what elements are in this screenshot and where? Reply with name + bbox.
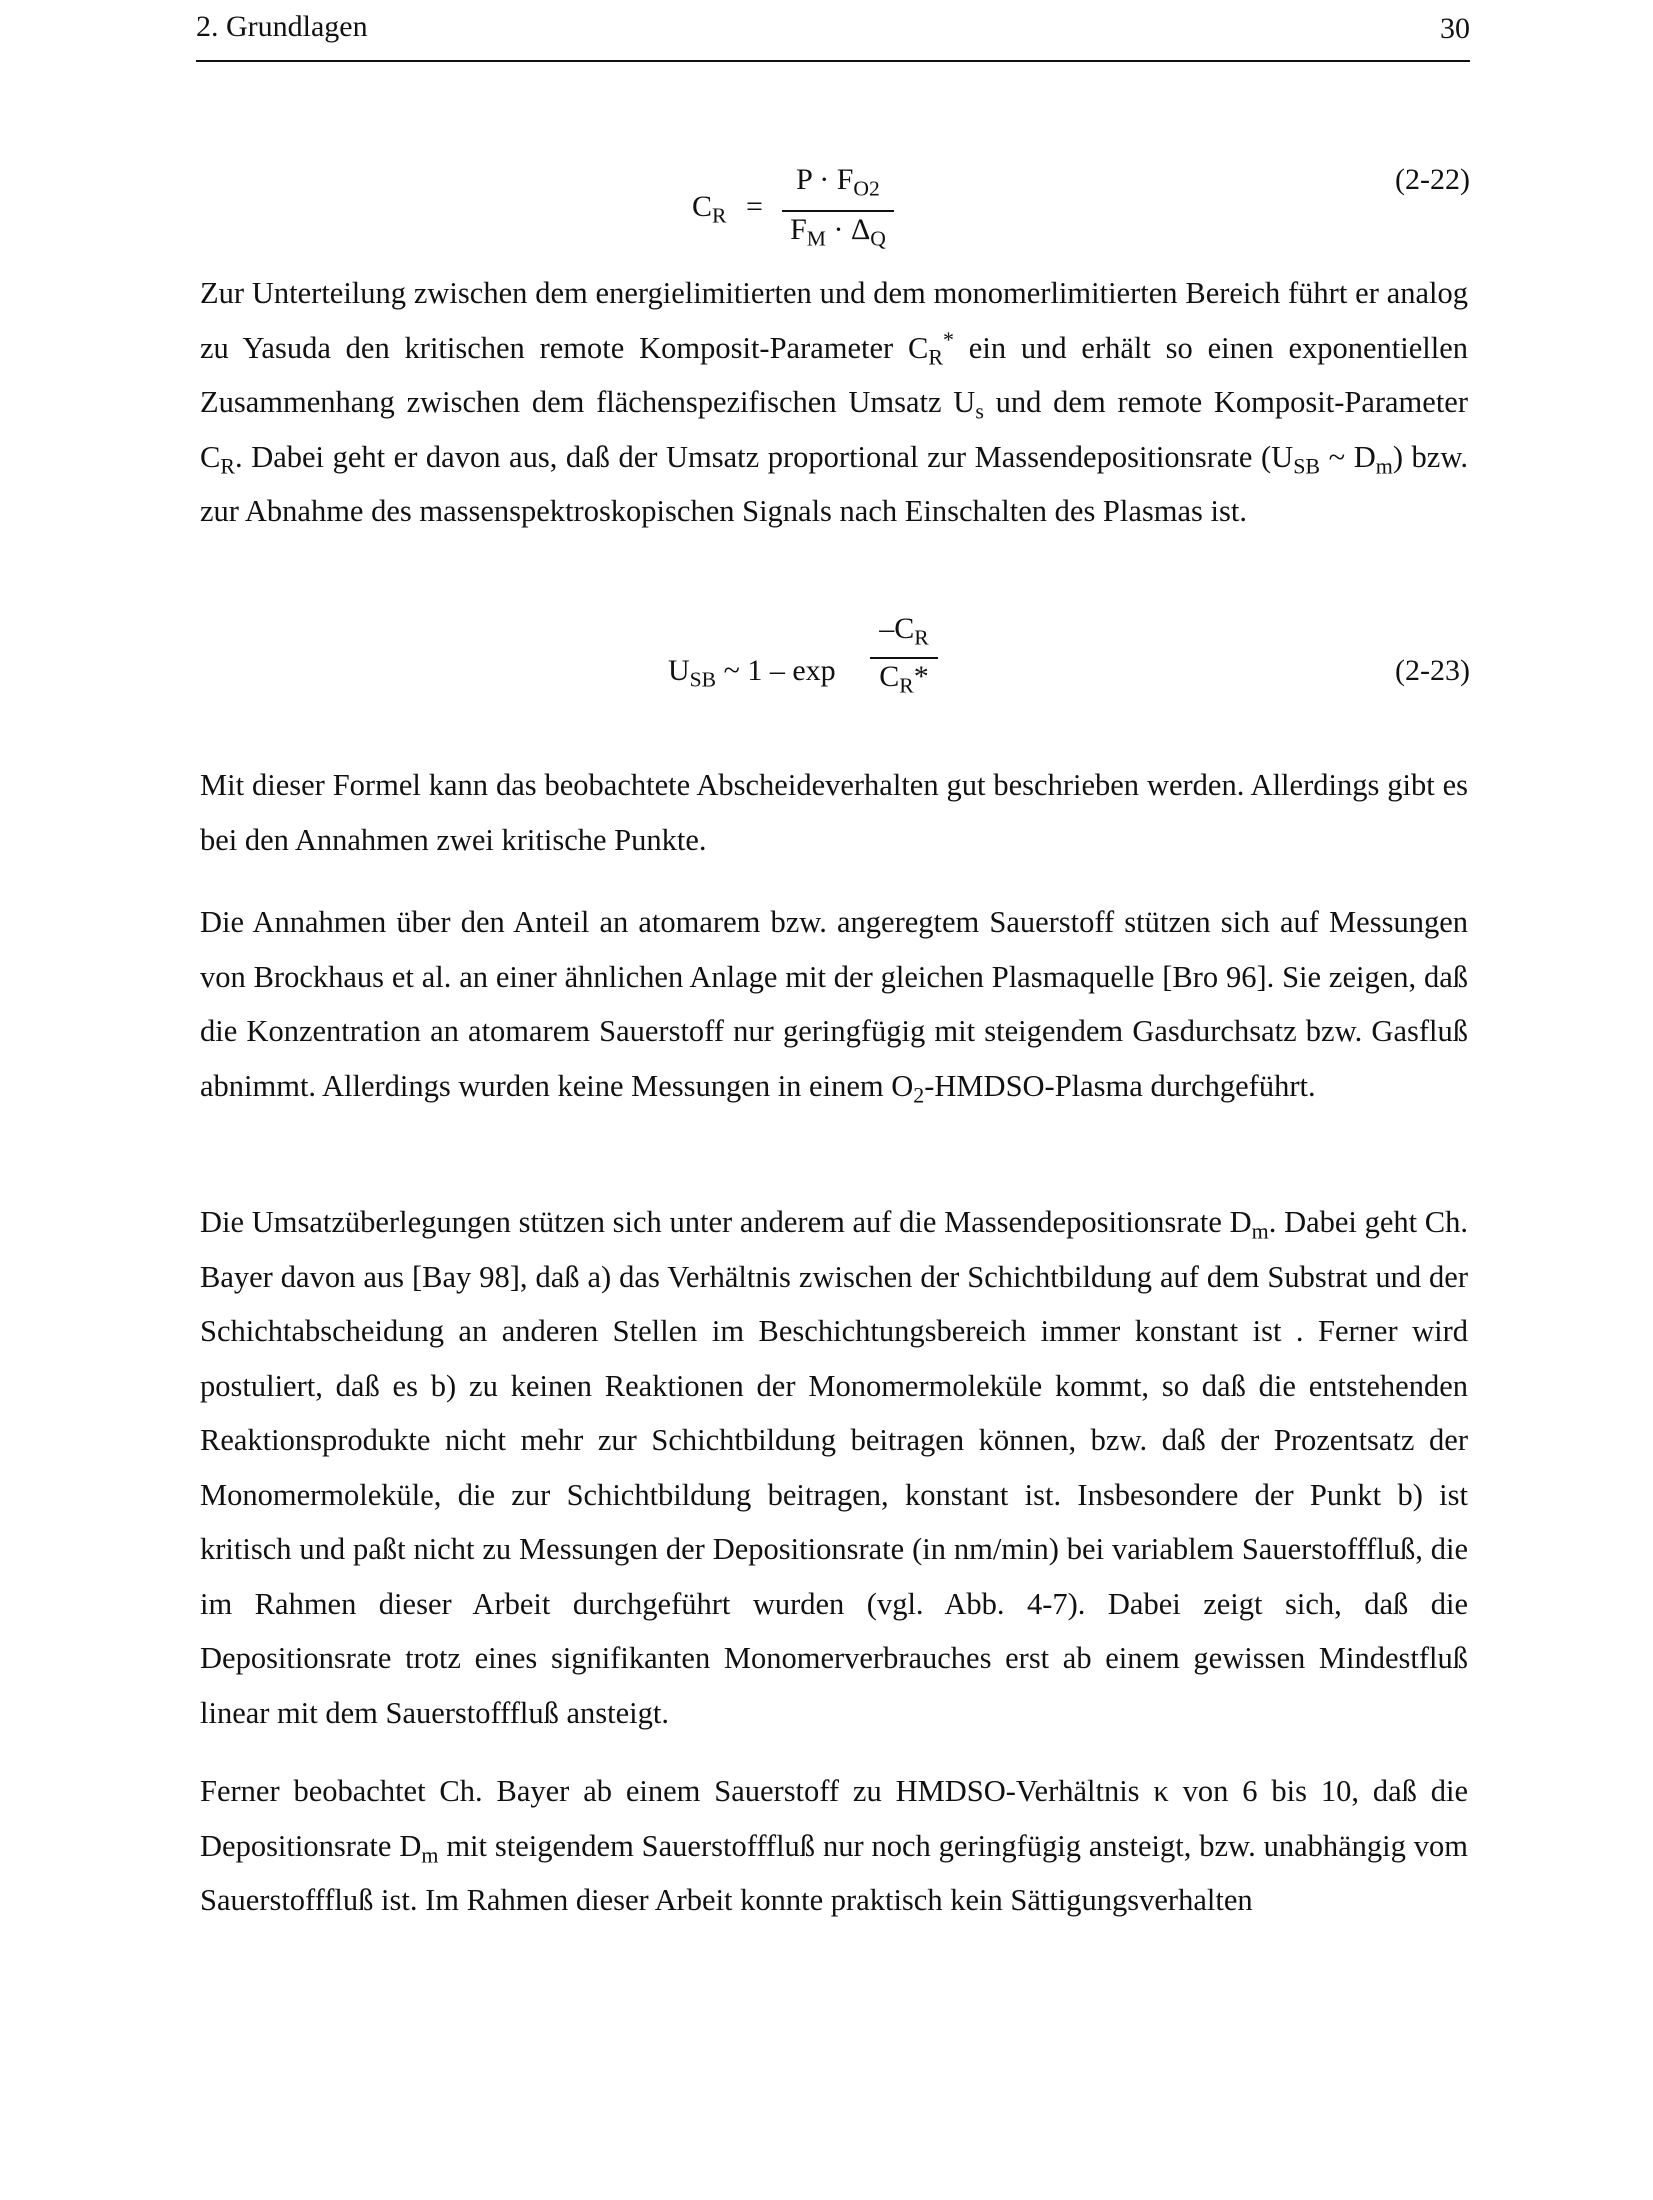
eq1-equals: = bbox=[746, 190, 763, 223]
paragraph-1: Zur Unterteilung zwischen dem energielimitierten und dem monomerlimitierten Bereich führt er analog zu Yasuda den kritischen remote Komposit-Parameter $C_R^*$ ein und erhält so einen exponentiellen Zusammenhang zwischen dem flächenspezifischen Umsatz $U_s$ und dem remote Komposit-Parameter $C_R$. Dabei geht er davon aus, daß der Umsatz proportional zur Massendepositionsrate ($U_{SB}$ ~ $D_m$) bzw. zur Abnahme des massenspektroskopischen Signals nach Einschalten des Plasmas ist. bbox=[200, 276, 1468, 528]
paragraph-3: Die Annahmen über den Anteil an atomarem bzw. angeregtem Sauerstoff stützen sich auf Messungen von Brockhaus et al. an einer ähnlichen Anlage mit der gleichen Plasmaquelle [Bro 96]. Sie zeigen, daß die Konzentration an atomarem Sauerstoff nur geringfügig mit steigendem Gasdurchsatz bzw. Gasfluß abnimmt. Allerdings wurden keine Messungen in einem $O_2-HMDSO$-Plasma durchgeführt. bbox=[200, 905, 1468, 1108]
eq2-number: (2-23) bbox=[1395, 654, 1470, 687]
eq1-fraction-bar bbox=[782, 210, 894, 212]
eq1-number: (2-22) bbox=[1395, 163, 1470, 196]
eq2-fraction-bar bbox=[870, 657, 938, 659]
paragraph-4: Die Umsatzüberlegungen stützen sich unter anderem auf die Massendepositionsrate $D_m$. Dabei geht Ch. Bayer davon aus [Bay 98], daß a) das Verhältnis zwischen der Schichtbildung auf dem Substrat und der Schichtabscheidung an anderen Stellen im Beschichtungsbereich immer konstant ist . Ferner wird postuliert, daß es b) zu keinen Reaktionen der Monomermoleküle kommt, so daß die entstehenden Reaktionsprodukte nicht mehr zur Schichtbildung beitragen können, bzw. daß der Prozentsatz der Monomermoleküle, die zur Schichtbildung beitragen, konstant ist. Insbesondere der Punkt b) ist kritisch und paßt nicht zu Messungen der Depositionsrate (in nm/min) bei variablem Sauerstofffluß, die im Rahmen dieser Arbeit durchgeführt wurden (vgl. Abb. 4-7). Dabei zeigt sich, daß die Depositionsrate trotz eines signifikanten Monomerverbrauches erst ab einem gewissen Mindestfluß linear mit dem Sauerstofffluß ansteigt. bbox=[200, 1205, 1468, 1730]
eq1-lhs: $C_R$ bbox=[692, 190, 727, 228]
paragraph-2: Mit dieser Formel kann das beobachtete Abscheideverhalten gut beschrieben werden. Allerdings gibt es bei den Annahmen zwei kritische Punkte. bbox=[200, 768, 1468, 857]
eq2-lhs: $U_{SB}$ ~ 1 – exp bbox=[668, 654, 836, 692]
running-header bbox=[196, 10, 1470, 62]
paragraph-5: Ferner beobachtet Ch. Bayer ab einem Sauerstoff zu HMDSO-Verhältnis κ von 6 bis 10, daß die Depositionsrate $D_m$ mit steigendem Sauerstofffluß nur noch geringfügig ansteigt, bzw. unabhängig vom Sauerstofffluß ist. Im Rahmen dieser Arbeit konnte praktisch kein Sättigungsverhalten bbox=[200, 1774, 1468, 1917]
eq1-numerator: $P \cdot F_{O2}$ bbox=[796, 163, 880, 201]
eq2-numerator: $-C_R$ bbox=[879, 612, 929, 650]
page-number: 30 bbox=[1440, 12, 1470, 45]
eq2-denominator: $C_R*$ bbox=[879, 660, 929, 698]
eq1-denominator: $F_M \cdot \Delta_Q$ bbox=[790, 213, 886, 251]
chapter-title: 2. Grundlagen bbox=[196, 10, 368, 43]
